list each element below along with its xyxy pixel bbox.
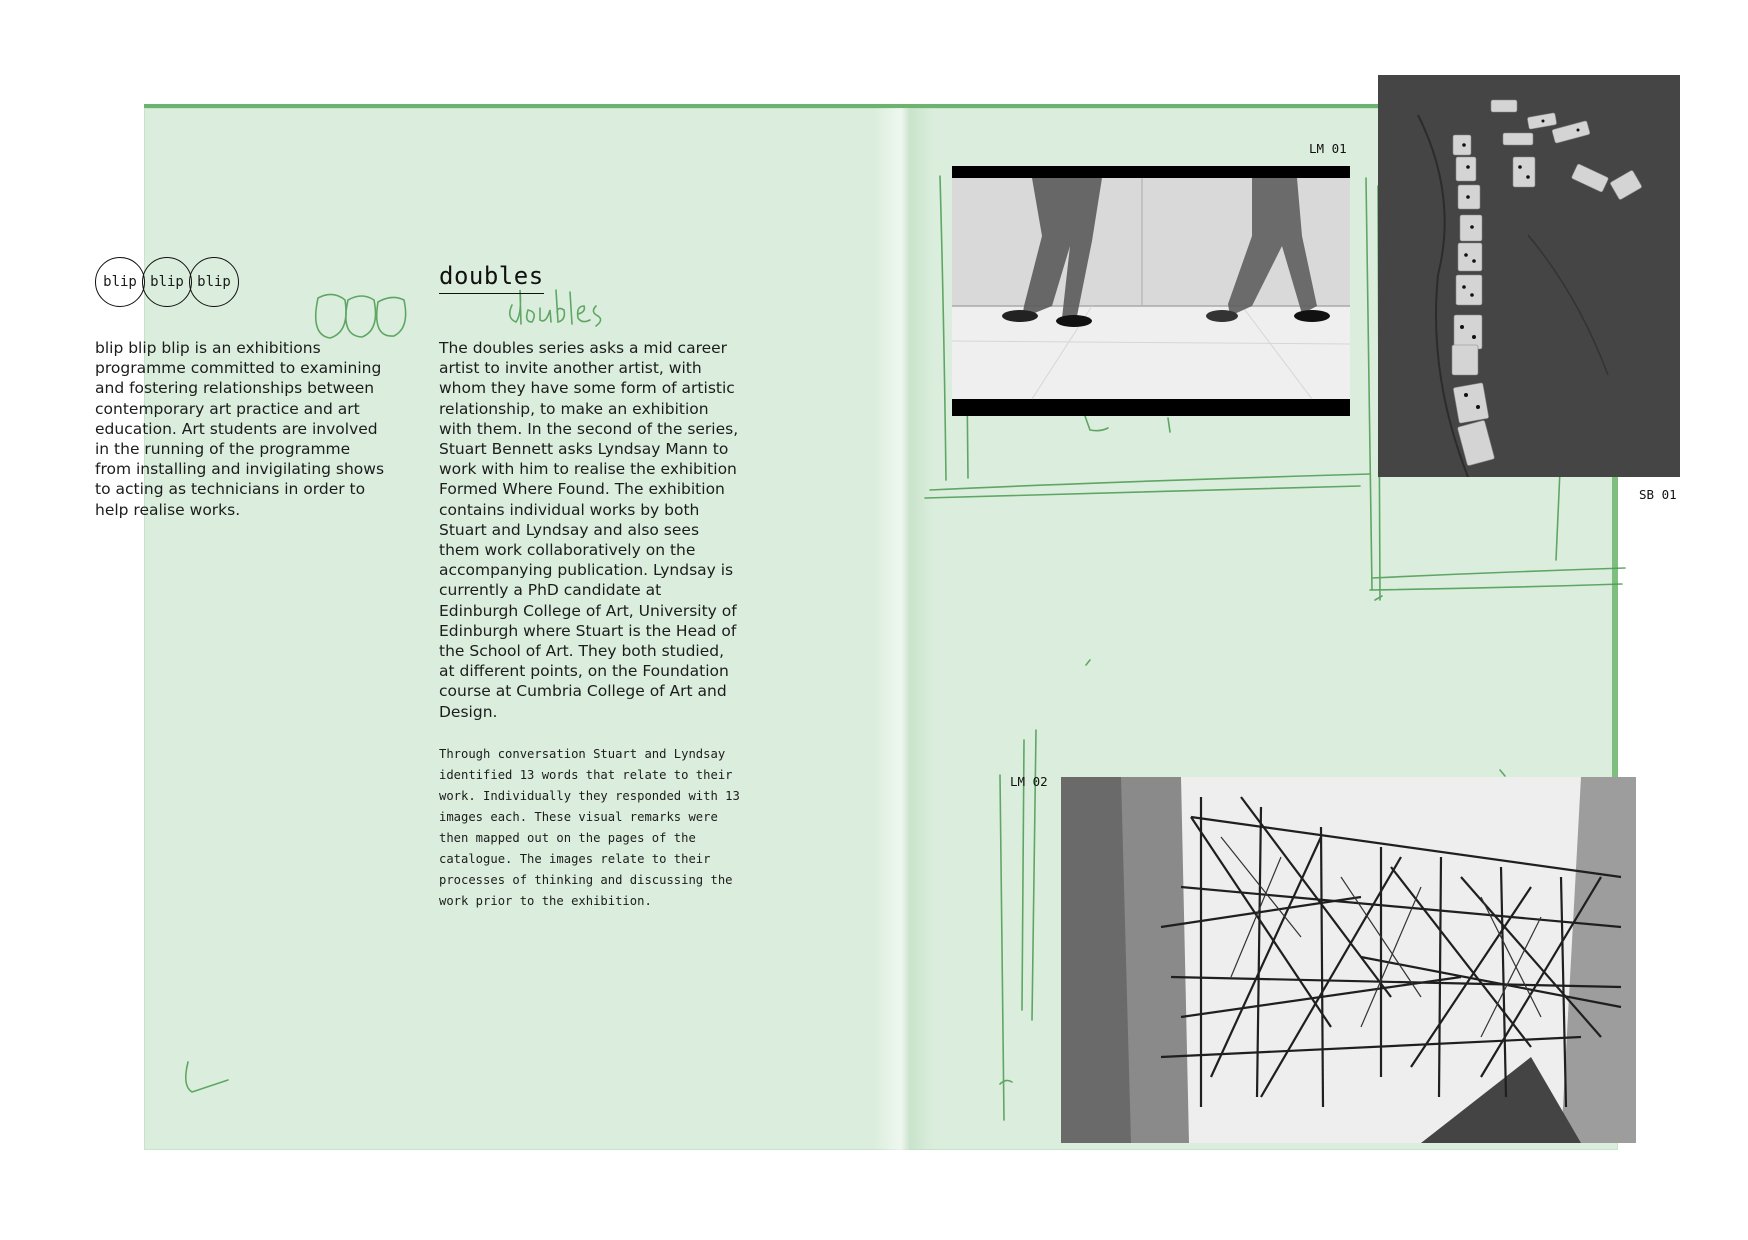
body-paragraph: The doubles series asks a mid career artist to invite another artist, with whom they have some form of artistic relationship, to make an exhibition with them. In the second of the series, Stuart Bennett asks Lyndsay Mann to work with him to realise the exhibition Formed Where Found. The exhibition contains individual works by both Stuart and Lyndsay and also sees them work collaboratively on the accompanying publication. Lyndsay is currently a PhD candidate at Edinburgh College of Art, University of Edinburgh where Stuart is the Head of the School of Art. They both studied, at different points, on the Foundation course at Cumbria College of Art and Design. bbox=[439, 339, 739, 721]
mono-paragraph: Through conversation Stuart and Lyndsay identified 13 words that relate to their work. Individually they responded with 13 images each. These visual remarks were then mapped out on the pages of the catalogue. The images relate to their processes of thinking and discussing the work prior to the exhibition. bbox=[439, 747, 740, 908]
photo-walking-legs bbox=[952, 166, 1350, 416]
caption-lm01: LM 01 bbox=[1309, 141, 1347, 156]
intro-paragraph: blip blip blip is an exhibitions programme committed to examining and fostering relationships between contemporary art practice and art education. Art students are involved in the running of the programme from installing and invigilating shows to acting as technicians in order to help realise works. bbox=[95, 339, 385, 519]
logo-circle: blip bbox=[189, 257, 239, 307]
logo-circle: blip bbox=[95, 257, 145, 307]
blip-logo bbox=[95, 257, 236, 305]
photo-dominoes bbox=[1378, 75, 1680, 477]
logo-circle: blip bbox=[142, 257, 192, 307]
page-title: doubles bbox=[439, 262, 544, 294]
caption-lm02: LM 02 bbox=[1010, 774, 1048, 789]
photo-scaffolding bbox=[1061, 777, 1636, 1143]
caption-sb01: SB 01 bbox=[1639, 487, 1677, 502]
